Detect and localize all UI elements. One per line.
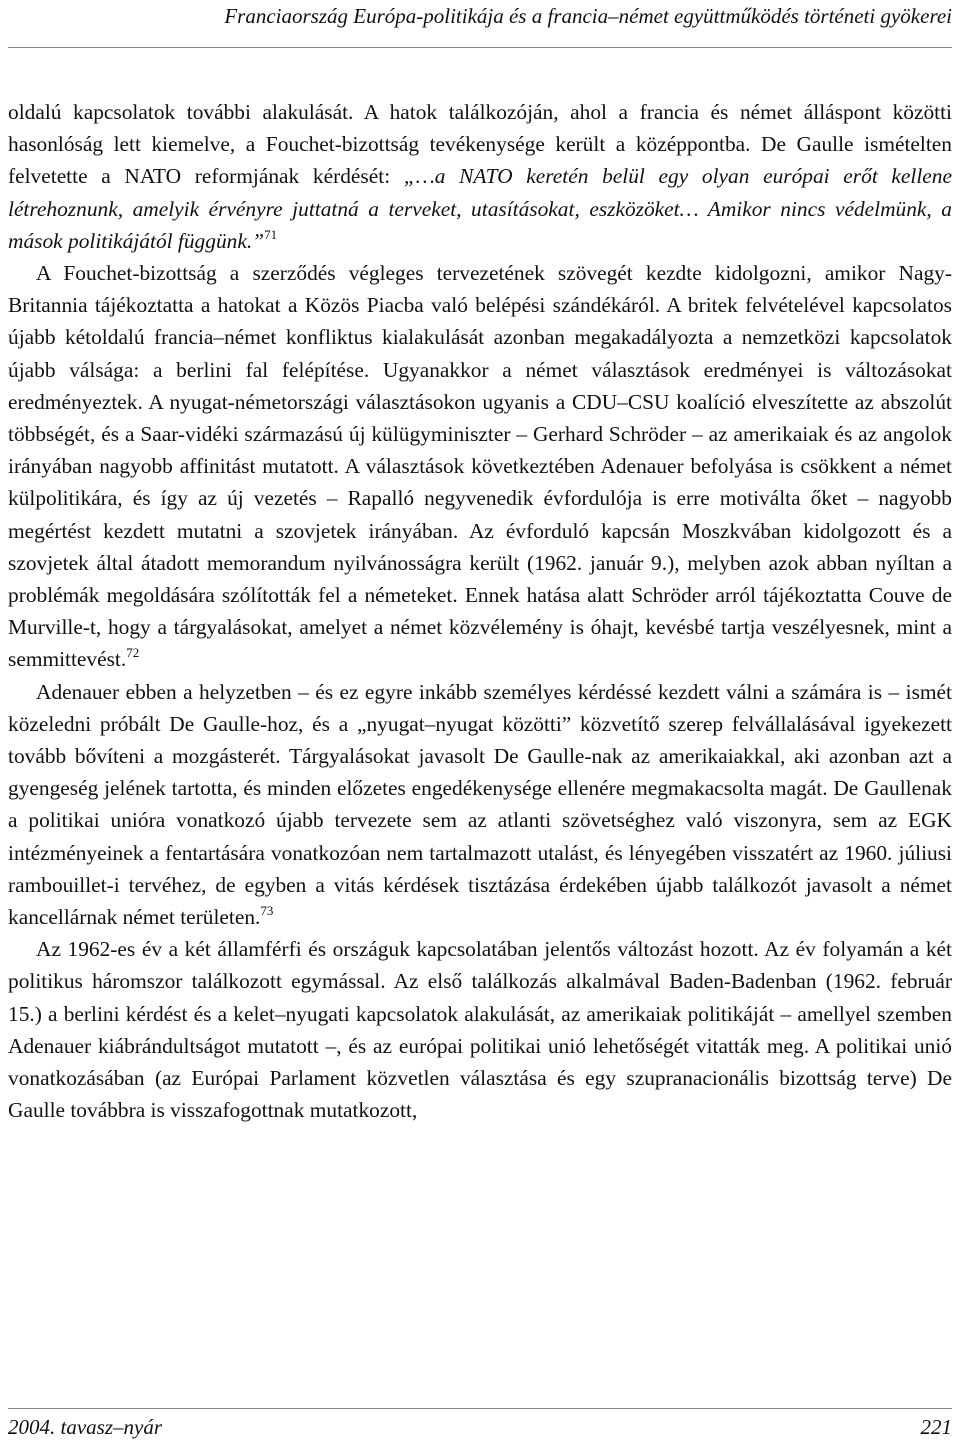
paragraph-3 (8, 676, 952, 934)
header-rule (8, 47, 952, 48)
paragraph-4-text: Az 1962-es év a két államférfi és országuk kapcsolatában jelentős változást hozott. Az év folyamán a két politikus háromszor találkozott egymással. Az első találkozás alkalmával Baden-Badenban (1962. február 15.) a berlini kérdést és a kelet–nyugati kapcsolatok alakulását, az amerikaiak politikáját – amellyel szemben Adenauer kiábrándultságot mutatott –, és az európai politikai unió lehetőségét vitatták meg. A politikai unió vonatkozásában (az Európai Parlament közvetlen választása és egy szupranacionális bizottság terve) De Gaulle továbbra is visszafogottnak mutatkozott, (8, 937, 952, 1123)
footnote-ref-71[interactable]: 71 (264, 226, 278, 242)
paragraph-1 (8, 96, 952, 257)
footer-rule (8, 1408, 952, 1409)
de-gaulle-quote: „…a NATO keretén belül egy olyan európai erőt kellene létrehoznunk, amelyik érvényre juttatná a terveket, utasításokat, eszközöket… Amikor nincs védelmünk, a mások politikájától függünk.” (8, 164, 952, 253)
running-header: Franciaország Európa-politikája és a francia–német együttműködés történeti gyökerei (224, 4, 952, 28)
paragraph-1-text: oldalú kapcsolatok további alakulását. A hatok találkozóján, ahol a francia és német álláspont közötti hasonlóság lett kiemelve, a Fouchet-bizottság tevékenysége került a középpontba. De Gaulle ismételten felvetette a NATO reformjának kérdését: (8, 100, 952, 189)
paragraph-4 (8, 933, 952, 1126)
footnote-ref-72[interactable]: 72 (126, 645, 140, 661)
issue-label: 2004. tavasz–nyár (8, 1415, 162, 1439)
footnote-ref-73[interactable]: 73 (260, 903, 274, 919)
paragraph-2-text: A Fouchet-bizottság a szerződés végleges tervezetének szövegét kezdte kidolgozni, amikor Nagy-Britannia tájékoztatta a hatokat a Közös Piacba való belépési szándékáról. A britek felvételével kapcsolatos újabb kétoldalú francia–német konfliktus kialakulását azonban megakadályozta a nemzetközi kapcsolatok újabb válsága: a berlini fal felépítése. Ugyanakkor a német választások eredményei is változásokat eredményeztek. A nyugat-németországi választásokon ugyanis a CDU–CSU koalíció elveszítette az abszolút többségét, és a Saar-vidéki származású új külügyminiszter – Gerhard Schröder – az amerikaiak és az angolok irányában nagyobb affinitást mutatott. A választások következtében Adenauer befolyása is csökkent a német külpolitikára, és így az új vezetés – Rapalló negyvenedik évfordulója is erre motiválta őket – nagyobb megértést kezdett mutatni a szovjetek irányában. Az évforduló kapcsán Moszkvában kidolgozott és a szovjetek által átadott memorandum nyilvánosságra került (1962. január 9.), melyben azok abban nyíltan a problémák megoldására szólították fel a németeket. Ennek hatása alatt Schröder arról tájékoztatta Couve de Murville-t, hogy a tárgyalásokat, amelyet a német közvélemény is óhajt, kevésbé tartja veszélyesnek, mint a semmittevést. (8, 261, 952, 672)
paragraph-2 (8, 257, 952, 676)
article-body (8, 96, 952, 1127)
page-number: 221 (920, 1415, 952, 1439)
paragraph-3-text: Adenauer ebben a helyzetben – és ez egyre inkább személyes kérdéssé kezdett válni a számára is – ismét közeledni próbált De Gaulle-hoz, és a „nyugat–nyugat közötti” közvetítő szerep felvállalásával igyekezett tovább bővíteni a mozgásterét. Tárgyalásokat javasolt De Gaulle-nak az amerikaiakkal, aki azonban azt a gyengeség jelének tartotta, és minden előzetes engedékenysége ellenére megmakacsolta magát. De Gaullenak a politikai unióra vonatkozó újabb tervezete sem az atlanti szövetséghez való viszonyra, sem az EGK intézményeinek a fentartására vonatkozóan nem tartalmazott utalást, és lényegében visszatért az 1960. júliusi rambouillet-i tervéhez, de egyben a vitás kérdések tisztázása érdekében újabb találkozót javasolt a német kancellárnak német területen. (8, 679, 952, 930)
